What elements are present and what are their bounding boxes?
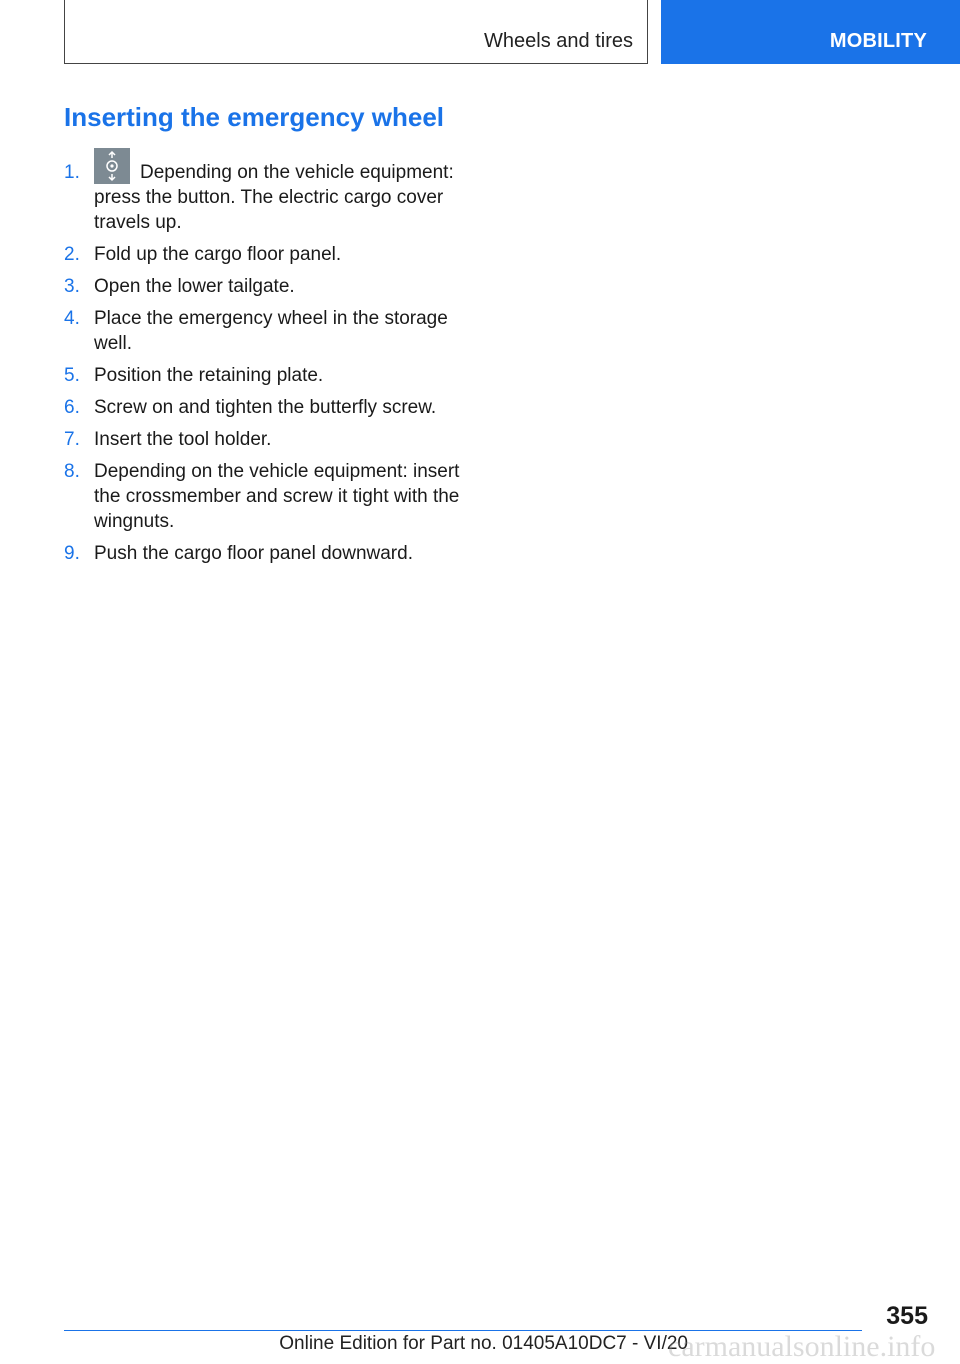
- step-number: 1.: [64, 162, 80, 183]
- step-text: Push the cargo floor panel downward.: [94, 543, 413, 564]
- step-number: 9.: [64, 543, 80, 564]
- step-text: Place the emergency wheel in the storage well.: [94, 308, 448, 354]
- step-number: 5.: [64, 365, 80, 386]
- step-number: 3.: [64, 276, 80, 297]
- step-item: [64, 160, 474, 235]
- step-item: [64, 459, 474, 534]
- page-title: Inserting the emergency wheel: [64, 102, 445, 132]
- step-number: 2.: [64, 244, 80, 265]
- step-number: 7.: [64, 429, 80, 450]
- chapter-title: MOBILITY: [829, 30, 927, 52]
- step-text: Open the lower tailgate.: [94, 276, 295, 297]
- step-text: Insert the tool holder.: [94, 429, 272, 450]
- step-text: Fold up the cargo floor panel.: [94, 244, 342, 265]
- step-text: Position the retaining plate.: [94, 365, 324, 386]
- chapter-tab: [661, 0, 960, 64]
- header-section-box: [64, 0, 648, 64]
- step-item: [64, 274, 474, 299]
- cargo-cover-button-icon: [94, 148, 130, 184]
- step-item: [64, 541, 474, 566]
- step-item: [64, 395, 474, 420]
- steps-list: [64, 160, 474, 573]
- step-item: [64, 242, 474, 267]
- step-item: [64, 363, 474, 388]
- step-number: 8.: [64, 461, 80, 482]
- step-number: 6.: [64, 397, 80, 418]
- step-number: 4.: [64, 308, 80, 329]
- step-text: Depending on the vehicle equipment: insert the crossmember and screw it tight with the wingnuts.: [94, 461, 460, 532]
- watermark: carmanualsonline.info: [668, 1330, 936, 1363]
- step-item: [64, 427, 474, 452]
- edition-note: Online Edition for Part no. 01405A10DC7 - VI/20: [279, 1333, 688, 1354]
- step-text: Screw on and tighten the butterfly screw.: [94, 397, 437, 418]
- step-text: Depending on the vehicle equipment: press the button. The electric cargo cover travels up.: [94, 162, 454, 233]
- step-item: [64, 306, 474, 356]
- section-title: Wheels and tires: [484, 30, 633, 52]
- page-number: 355: [886, 1302, 928, 1330]
